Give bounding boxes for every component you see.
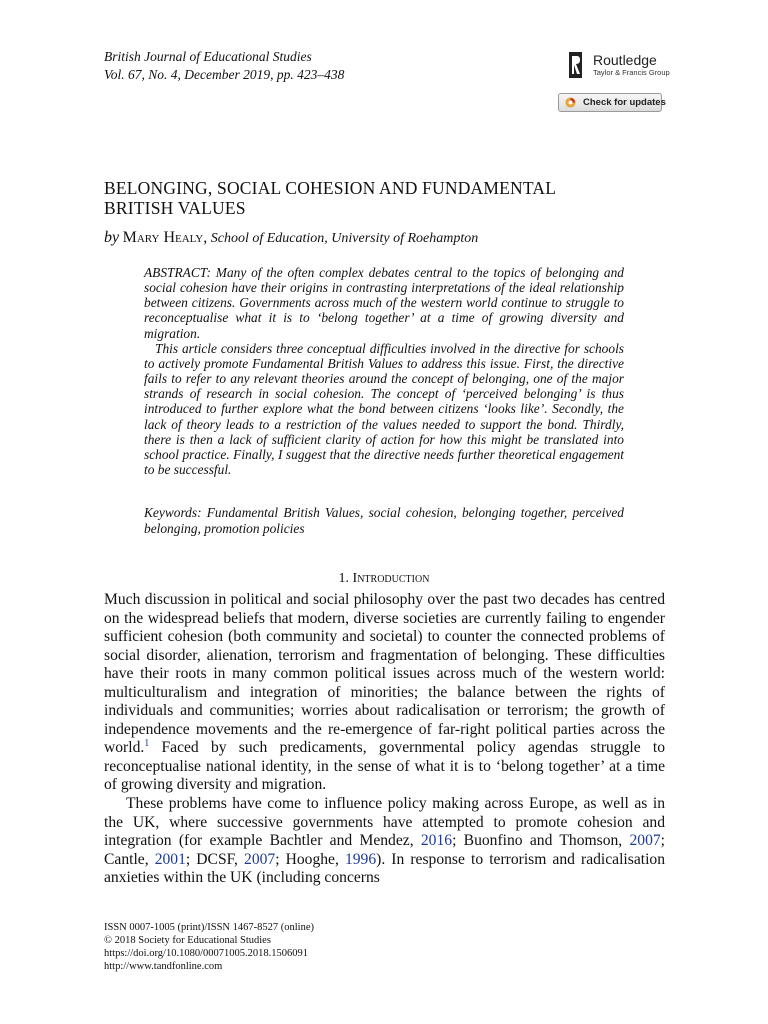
section-number: 1. [338, 571, 350, 586]
body-p2-c: ; Cantle, [104, 832, 665, 868]
body-text [104, 591, 665, 888]
citation-link[interactable]: 2007 [629, 832, 661, 850]
title-line-2: BRITISH VALUES [104, 198, 246, 218]
footer-issn: ISSN 0007-1005 (print)/ISSN 1467-8527 (online) [104, 922, 314, 933]
citation-link[interactable]: 2016 [420, 832, 453, 850]
section-heading [104, 571, 664, 587]
citation-link[interactable]: 2001 [154, 850, 186, 868]
check-for-updates-button[interactable] [558, 93, 666, 112]
journal-name: British Journal of Educational Studies [104, 49, 312, 64]
keywords: Keywords: Fundamental British Values, social cohesion, belonging together, perceived belonging, promotion policies [144, 505, 624, 536]
routledge-mark-icon [569, 52, 582, 78]
byline [104, 229, 478, 248]
article-title [104, 178, 556, 218]
body-paragraph-2 [104, 795, 665, 888]
footnote-ref-1[interactable]: 1 [144, 738, 150, 750]
body-p1-text: Much discussion in political and social philosophy over the past two decades has centred on the widespread beliefs that modern, diverse societies are currently failing to engender sufficient cohesion (both community and societal) to counter the connected problems of social disorder, alienation, terrorism and fragmentation of belonging. These difficulties have their roots in many common political issues across much of the western world: multiculturalism and integration of minorities; the balance between the rights of individuals and communities; worries about radicalisation or terrorism; the growth of independence movements and the re-emergence of far-right political parties across the world. [104, 591, 665, 757]
title-line-1: BELONGING, SOCIAL COHESION AND FUNDAMENTAL [104, 178, 557, 198]
journal-issue: Vol. 67, No. 4, December 2019, pp. 423–438 [104, 67, 345, 82]
footer-copyright: © 2018 Society for Educational Studies [104, 935, 271, 946]
abstract-paragraph-1: ABSTRACT: Many of the often complex debates central to the topics of belonging and social cohesion have their origins in contrasting interpretations of the ideal relationship between citizens. Governments across much of the western world continue to struggle to reconceptualise what it is to ‘belong together’ at a time of growing diversity and migration. [144, 265, 624, 341]
footer-info [104, 921, 314, 973]
body-p2-b: ; Buonfino and Thomson, [452, 832, 630, 850]
author-name: Mary Healy, [122, 229, 208, 246]
abstract [144, 265, 624, 477]
body-p2-e: ; Hooghe, [275, 850, 345, 868]
body-p2-a: These problems have come to influence policy making across Europe, as well as in the UK, where successive governments have attempted to promote cohesion and integration (for example Bachtler and Mendez, [104, 795, 665, 850]
body-paragraph-1 [104, 591, 665, 795]
body-p2-f: ). In response to terrorism and radicalisation anxieties within the UK (including concerns [104, 850, 666, 887]
citation-link[interactable]: 1996 [344, 850, 377, 868]
publisher-name: Routledge [593, 52, 657, 68]
citation-link[interactable]: 2007 [244, 850, 276, 868]
check-updates-icon [565, 97, 576, 108]
body-p2-d: ; DCSF, [185, 850, 245, 868]
publisher-group: Taylor & Francis Group [593, 68, 670, 77]
publisher-logo [569, 52, 669, 80]
abstract-paragraph-2: This article considers three conceptual difficulties involved in the directive for schools to actively promote Fundamental British Values to address this issue. First, the directive fails to refer to any relevant theories around the concept of belonging, one of the major strands of research in social cohesion. The concept of ‘perceived belonging’ is thus introduced to further explore what the bond between citizens ‘looks like’. Secondly, the lack of theory leads to a restriction of the values needed to support the bond. Thirdly, there is then a lack of sufficient clarity of action for how this might be translated into school practice. Finally, I suggest that the directive needs further theoretical engagement to be successful. [144, 340, 624, 478]
journal-header [104, 48, 344, 84]
footer-doi[interactable]: https://doi.org/10.1080/00071005.2018.1506091 [104, 948, 308, 959]
body-p1-end: Faced by such predicaments, governmental policy agendas struggle to reconceptualise national identity, in the sense of what it is to ‘belong together’ at a time of growing diversity and migration. [104, 739, 665, 794]
section-title: Introduction [352, 571, 430, 586]
byline-by: by [104, 229, 120, 246]
author-affiliation: School of Education, University of Roehampton [210, 231, 479, 246]
check-for-updates-label: Check for updates [583, 97, 666, 108]
footer-url[interactable]: http://www.tandfonline.com [104, 961, 223, 972]
